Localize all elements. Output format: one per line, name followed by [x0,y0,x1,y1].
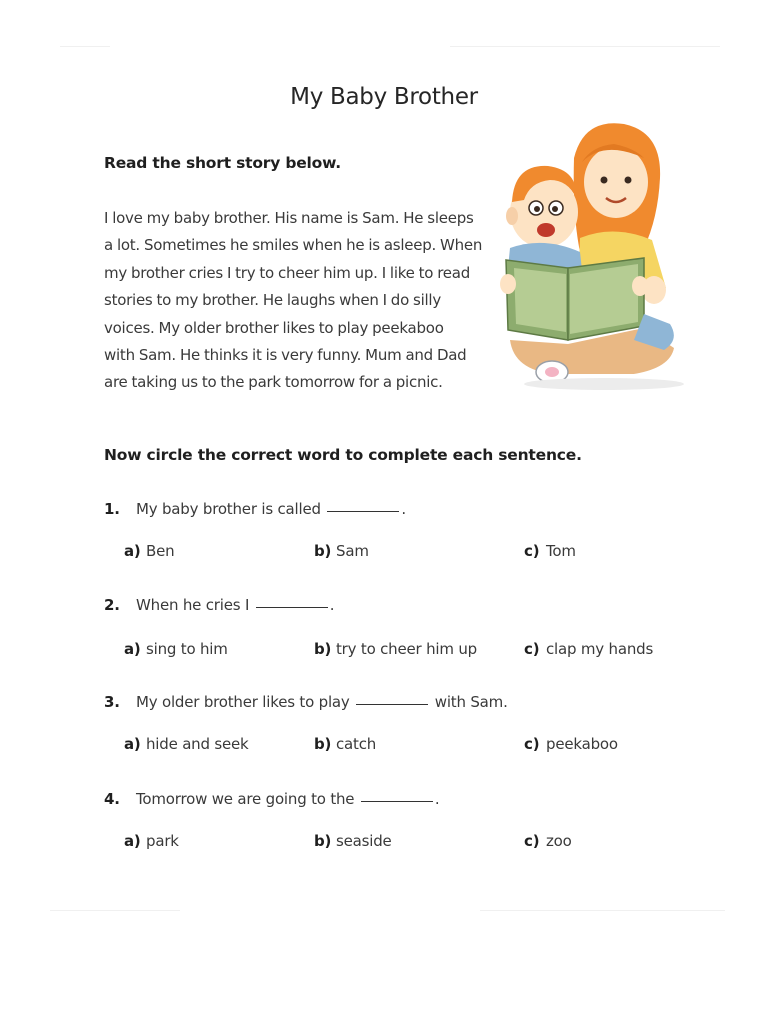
question-prompt: Tomorrow we are going to the [136,790,355,808]
story-line: a lot. Sometimes he smiles when he is asleep. When [104,236,483,255]
option-letter: a) [124,735,141,753]
option-letter: a) [124,832,141,850]
option-b[interactable] [314,735,376,753]
option-b[interactable] [314,542,369,560]
option-b[interactable] [314,640,477,658]
option-text: seaside [336,832,392,850]
answer-blank [256,606,328,608]
story-line: I love my baby brother. His name is Sam. He sleeps [104,209,474,227]
option-text: clap my hands [546,640,654,658]
question-2 [0,596,768,676]
option-b[interactable] [314,832,392,850]
option-text: peekaboo [546,735,618,753]
question-1 [0,500,768,580]
question-ending: . [401,500,406,518]
option-letter: c) [524,735,540,753]
option-text: try to cheer him up [336,640,477,658]
option-a[interactable] [124,735,249,753]
option-c[interactable] [524,832,572,850]
option-letter: b) [314,640,332,658]
question-ending: . [329,596,335,614]
question-number: 2. [104,596,120,614]
scan-artifact-line [480,910,725,911]
option-text: Sam [336,542,369,560]
question-prompt: My older brother likes to play [136,693,350,711]
option-c[interactable] [524,735,618,753]
answer-blank [327,510,399,512]
option-text: Ben [146,542,175,560]
read-instruction: Read the short story below. [104,154,341,172]
scan-artifact-line [450,46,720,47]
question-text [104,500,406,518]
question-prompt: My baby brother is called [136,500,321,518]
question-ending: with Sam. [434,693,508,711]
answer-blank [356,703,428,705]
answer-blank [361,800,433,802]
option-letter: c) [524,832,540,850]
option-letter: c) [524,640,540,658]
question-4 [0,790,768,870]
option-text: sing to him [146,640,228,658]
option-a[interactable] [124,832,179,850]
page-title: My Baby Brother [290,84,478,110]
story-line: are taking us to the park tomorrow for a picnic. [104,373,443,392]
option-text: catch [336,735,377,753]
story-passage [104,205,504,397]
question-number: 1. [104,500,120,518]
question-number: 3. [104,693,120,711]
option-letter: b) [314,542,332,560]
story-line: stories to my brother. He laughs when I do silly [104,291,441,310]
children-reading-book-illustration [494,118,694,398]
scan-artifact-line [50,910,180,911]
circle-instruction: Now circle the correct word to complete each sentence. [104,446,582,464]
question-prompt: When he cries I [136,596,250,614]
question-number: 4. [104,790,120,808]
question-text [104,790,440,808]
scan-artifact-line [60,46,110,47]
question-3 [0,693,768,773]
option-letter: a) [124,542,141,560]
option-c[interactable] [524,542,576,560]
option-letter: b) [314,832,332,850]
option-a[interactable] [124,640,228,658]
option-letter: a) [124,640,141,658]
option-letter: c) [524,542,540,560]
question-text [104,596,334,614]
option-text: park [146,832,179,850]
option-text: hide and seek [146,735,249,753]
option-a[interactable] [124,542,174,560]
story-line: with Sam. He thinks it is very funny. Mum and Dad [104,345,467,364]
question-ending: . [434,790,440,808]
story-line: voices. My older brother likes to play peekaboo [104,318,444,337]
option-letter: b) [314,735,332,753]
option-text: zoo [546,832,572,850]
option-text: Tom [546,542,576,560]
story-line: my brother cries I try to cheer him up. I like to read [104,263,470,282]
option-c[interactable] [524,640,653,658]
question-text [104,693,508,711]
